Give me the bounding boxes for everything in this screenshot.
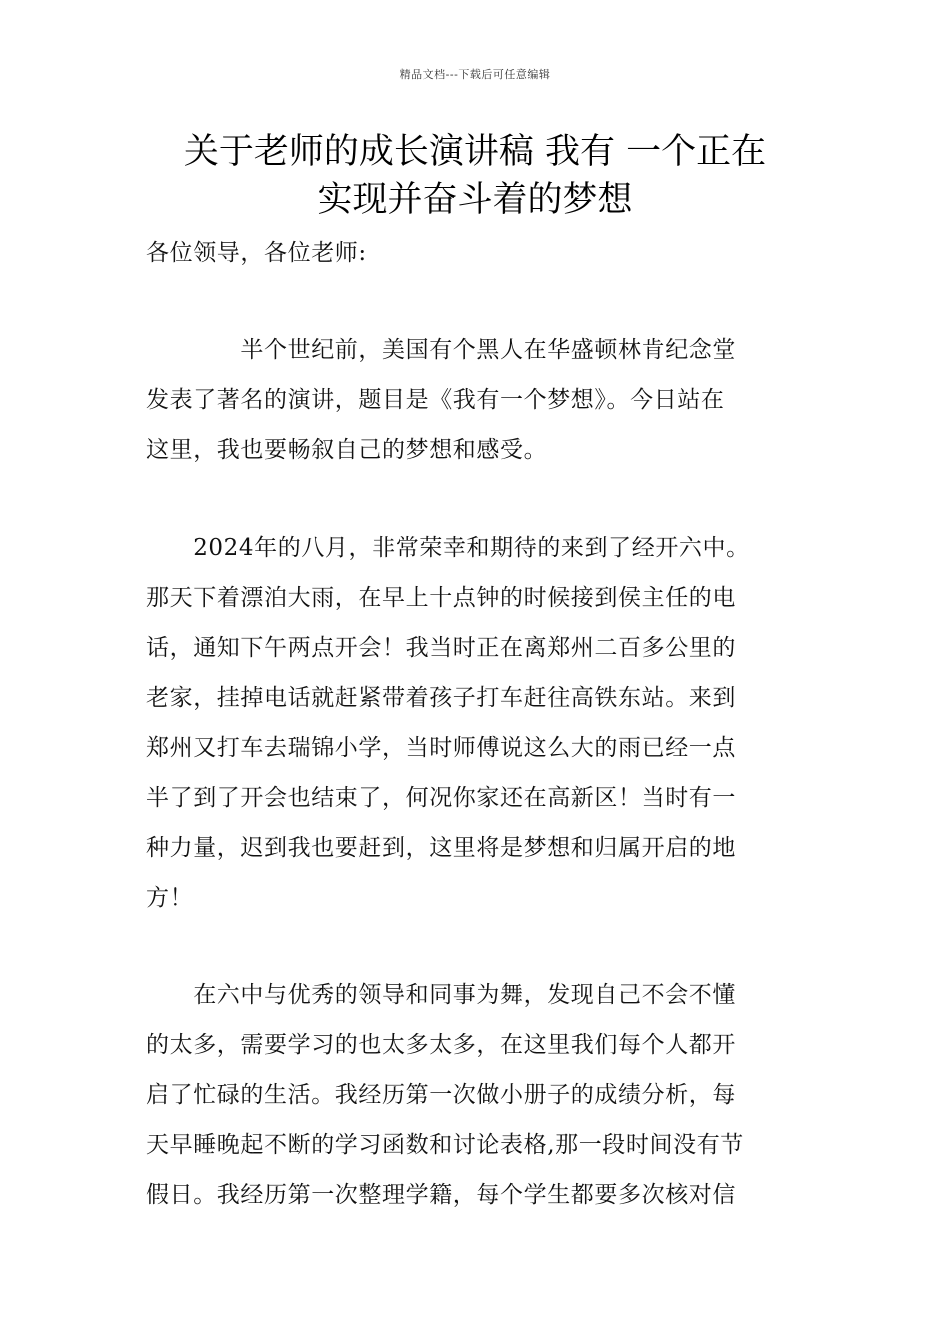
paragraph-line: 那天下着漂泊大雨，在早上十点钟的时候接到侯主任的电 <box>146 585 736 611</box>
title-line-2: 实现并奋斗着的梦想 <box>317 180 633 220</box>
paragraph-1 <box>146 325 806 475</box>
paragraph-line: 郑州又打车去瑞锦小学，当时师傅说这么大的雨已经一点 <box>146 735 736 761</box>
paragraph-2 <box>146 523 806 923</box>
paragraph-line: 半个世纪前，美国有个黑人在华盛顿林肯纪念堂 <box>146 337 736 363</box>
greeting <box>146 228 806 278</box>
paragraph-line: 启了忙碌的生活。我经历第一次做小册子的成绩分析，每 <box>146 1082 736 1108</box>
header-note: 精品文档---下载后可任意编辑 <box>399 68 551 81</box>
paragraph-line: 发表了著名的演讲，题目是《我有一个梦想》。今日站在 <box>146 387 725 413</box>
paragraph-line: 2024年的八月，非常荣幸和期待的来到了经开六中。 <box>146 535 750 561</box>
paragraph-line: 老家，挂掉电话就赶紧带着孩子打车赶往高铁东站。来到 <box>146 685 736 711</box>
paragraph-3 <box>146 970 806 1220</box>
paragraph-line: 假日。我经历第一次整理学籍，每个学生都要多次核对信 <box>146 1182 736 1208</box>
greeting-text: 各位领导，各位老师: <box>146 240 367 266</box>
paragraph-line: 种力量，迟到我也要赶到，这里将是梦想和归属开启的地 <box>146 835 736 861</box>
paragraph-line: 天早睡晚起不断的学习函数和讨论表格,那一段时间没有节 <box>146 1132 744 1158</box>
paragraph-line: 在六中与优秀的领导和同事为舞，发现自己不会不懂 <box>146 982 736 1008</box>
paragraph-line: 方！ <box>146 885 194 911</box>
paragraph-line: 这里，我也要畅叙自己的梦想和感受。 <box>146 437 548 463</box>
paragraph-line: 话，通知下午两点开会！我当时正在离郑州二百多公里的 <box>146 635 736 661</box>
paragraph-line: 的太多，需要学习的也太多太多，在这里我们每个人都开 <box>146 1032 736 1058</box>
title-line-1: 关于老师的成长演讲稿 我有 一个正在 <box>183 132 767 172</box>
document-title <box>120 128 830 224</box>
paragraph-line: 半了到了开会也结束了，何况你家还在高新区！当时有一 <box>146 785 736 811</box>
